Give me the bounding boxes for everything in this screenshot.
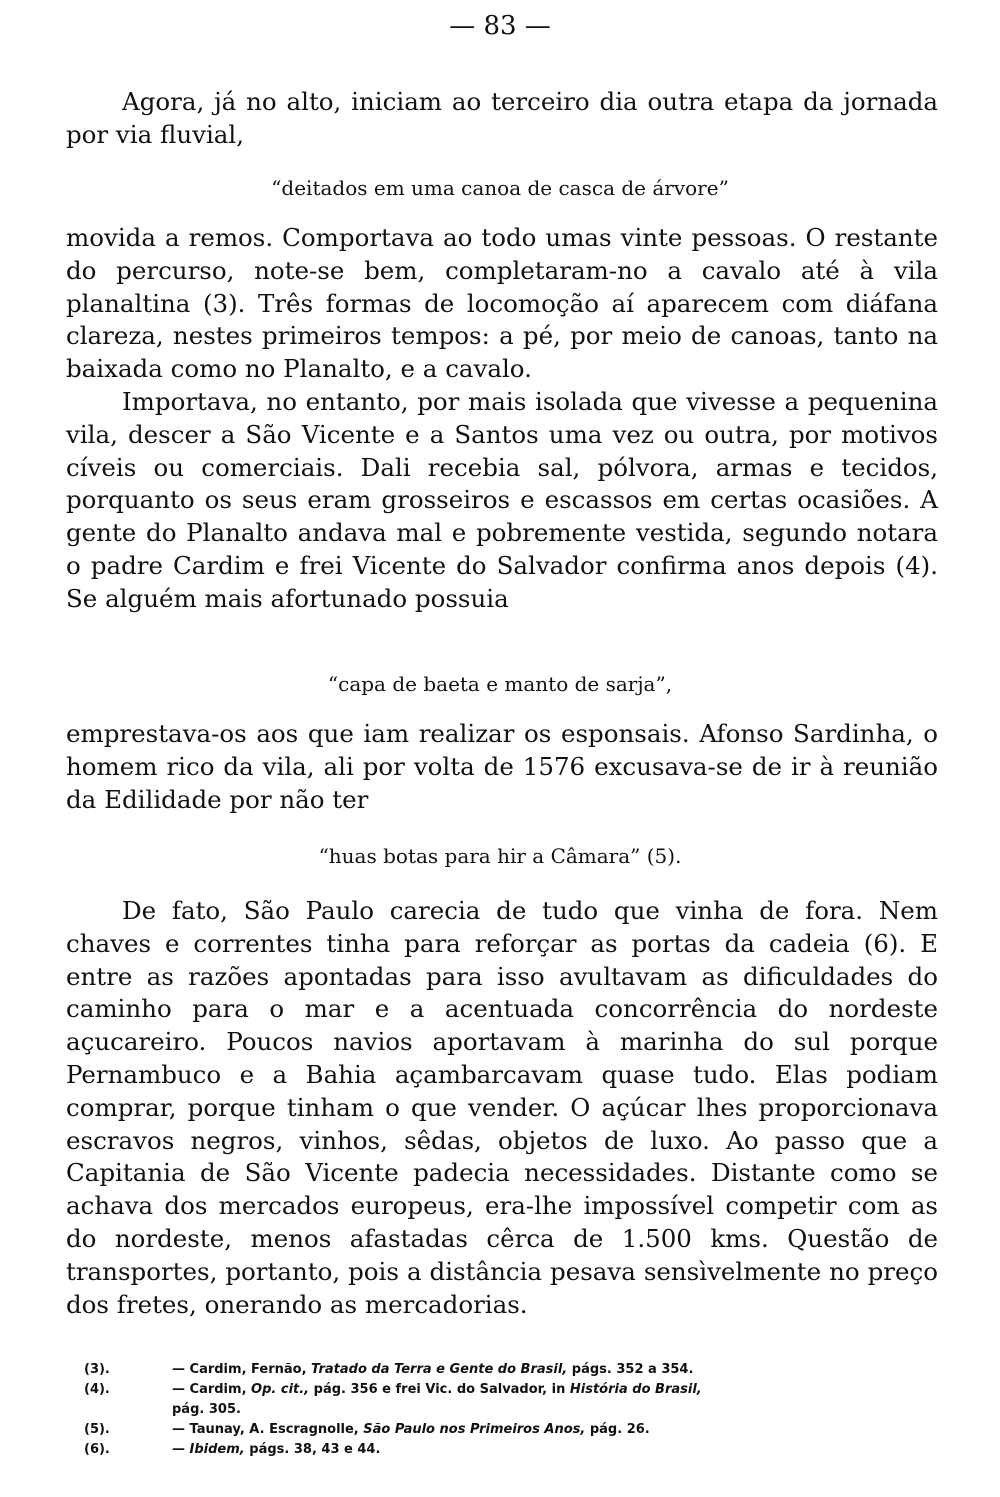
page-number: — 83 — <box>449 11 551 41</box>
paragraph-5: De fato, São Paulo carecia de tudo que vinha de fora. Nem chaves e correntes tinha para reforçar as portas da cadeia (6). E entre as razões apontadas para isso avultavam as dificuldades do caminho para o mar e a acentuada concorrência do nordeste açucareiro. Poucos navios aportavam à marinha do sul porque Pernambuco e a Bahia açambarcavam quase tudo. Elas podiam comprar, porque tinham o que vender. O açúcar lhes proporcionava escravos negros, vinhos, sêdas, objetos de luxo. Ao passo que a Capitania de São Vicente padecia necessidades. Distante como se achava dos mercados europeus, era-lhe impossível competir com as do nordeste, menos afastadas cêrca de 1.500 kms. Questão de transportes, portanto, pois a distância pesava sensìvelmente no preço dos fretes, onerando as mercadorias. <box>66 896 938 1319</box>
footnote-text: — Cardim, Op. cit., pág. 356 e frei Vic. do Salvador, in História do Brasil, <box>172 1382 702 1397</box>
quote-cape: “capa de baeta e manto de sarja”, <box>327 672 673 696</box>
footnote-6 <box>84 1440 940 1460</box>
footnote-5 <box>84 1420 940 1440</box>
footnote-number: (6). <box>84 1442 110 1457</box>
footnote-text: — Taunay, A. Escragnolle, São Paulo nos Primeiros Anos, pág. 26. <box>172 1422 650 1437</box>
paragraph-2: movida a remos. Comportava ao todo umas vinte pessoas. O restante do percurso, note-se bem, completaram-no a cavalo até à vila planaltina (3). Três formas de locomoção aí aparecem com diáfana clareza, nestes primeiros tempos: a pé, por meio de canoas, tanto na baixada como no Planalto, e a cavalo. <box>66 223 938 384</box>
footnote-4-continuation: pág. 305. <box>172 1402 241 1417</box>
footnote-number: (5). <box>84 1422 110 1437</box>
paragraph-4: emprestava-os aos que iam realizar os esponsais. Afonso Sardinha, o homem rico da vila, ali por volta de 1576 excusava-se de ir à reunião da Edilidade por não ter <box>66 719 938 814</box>
footnote-4 <box>84 1380 940 1400</box>
footnotes <box>84 1360 940 1460</box>
footnote-number: (4). <box>84 1382 110 1397</box>
quote-boots: “huas botas para hir a Câmara” (5). <box>318 844 682 868</box>
footnote-number: (3). <box>84 1362 110 1377</box>
quote-canoe: “deitados em uma canoa de casca de árvore” <box>271 176 729 200</box>
footnote-3 <box>84 1360 940 1380</box>
paragraph-1: Agora, já no alto, iniciam ao terceiro dia outra etapa da jornada por via fluvial, <box>66 87 938 149</box>
footnote-text: — Cardim, Fernão, Tratado da Terra e Gente do Brasil, págs. 352 a 354. <box>172 1362 694 1377</box>
paragraph-3: Importava, no entanto, por mais isolada que vivesse a pequenina vila, descer a São Vicente e a Santos uma vez ou outra, por motivos cíveis ou comerciais. Dali recebia sal, pólvora, armas e tecidos, porquanto os seus eram grosseiros e escassos em certas ocasiões. A gente do Planalto andava mal e pobremente vestida, segundo notara o padre Cardim e frei Vicente do Salvador confirma anos depois (4). Se alguém mais afortunado possuia <box>66 387 938 613</box>
footnote-text: — Ibidem, págs. 38, 43 e 44. <box>172 1442 381 1457</box>
